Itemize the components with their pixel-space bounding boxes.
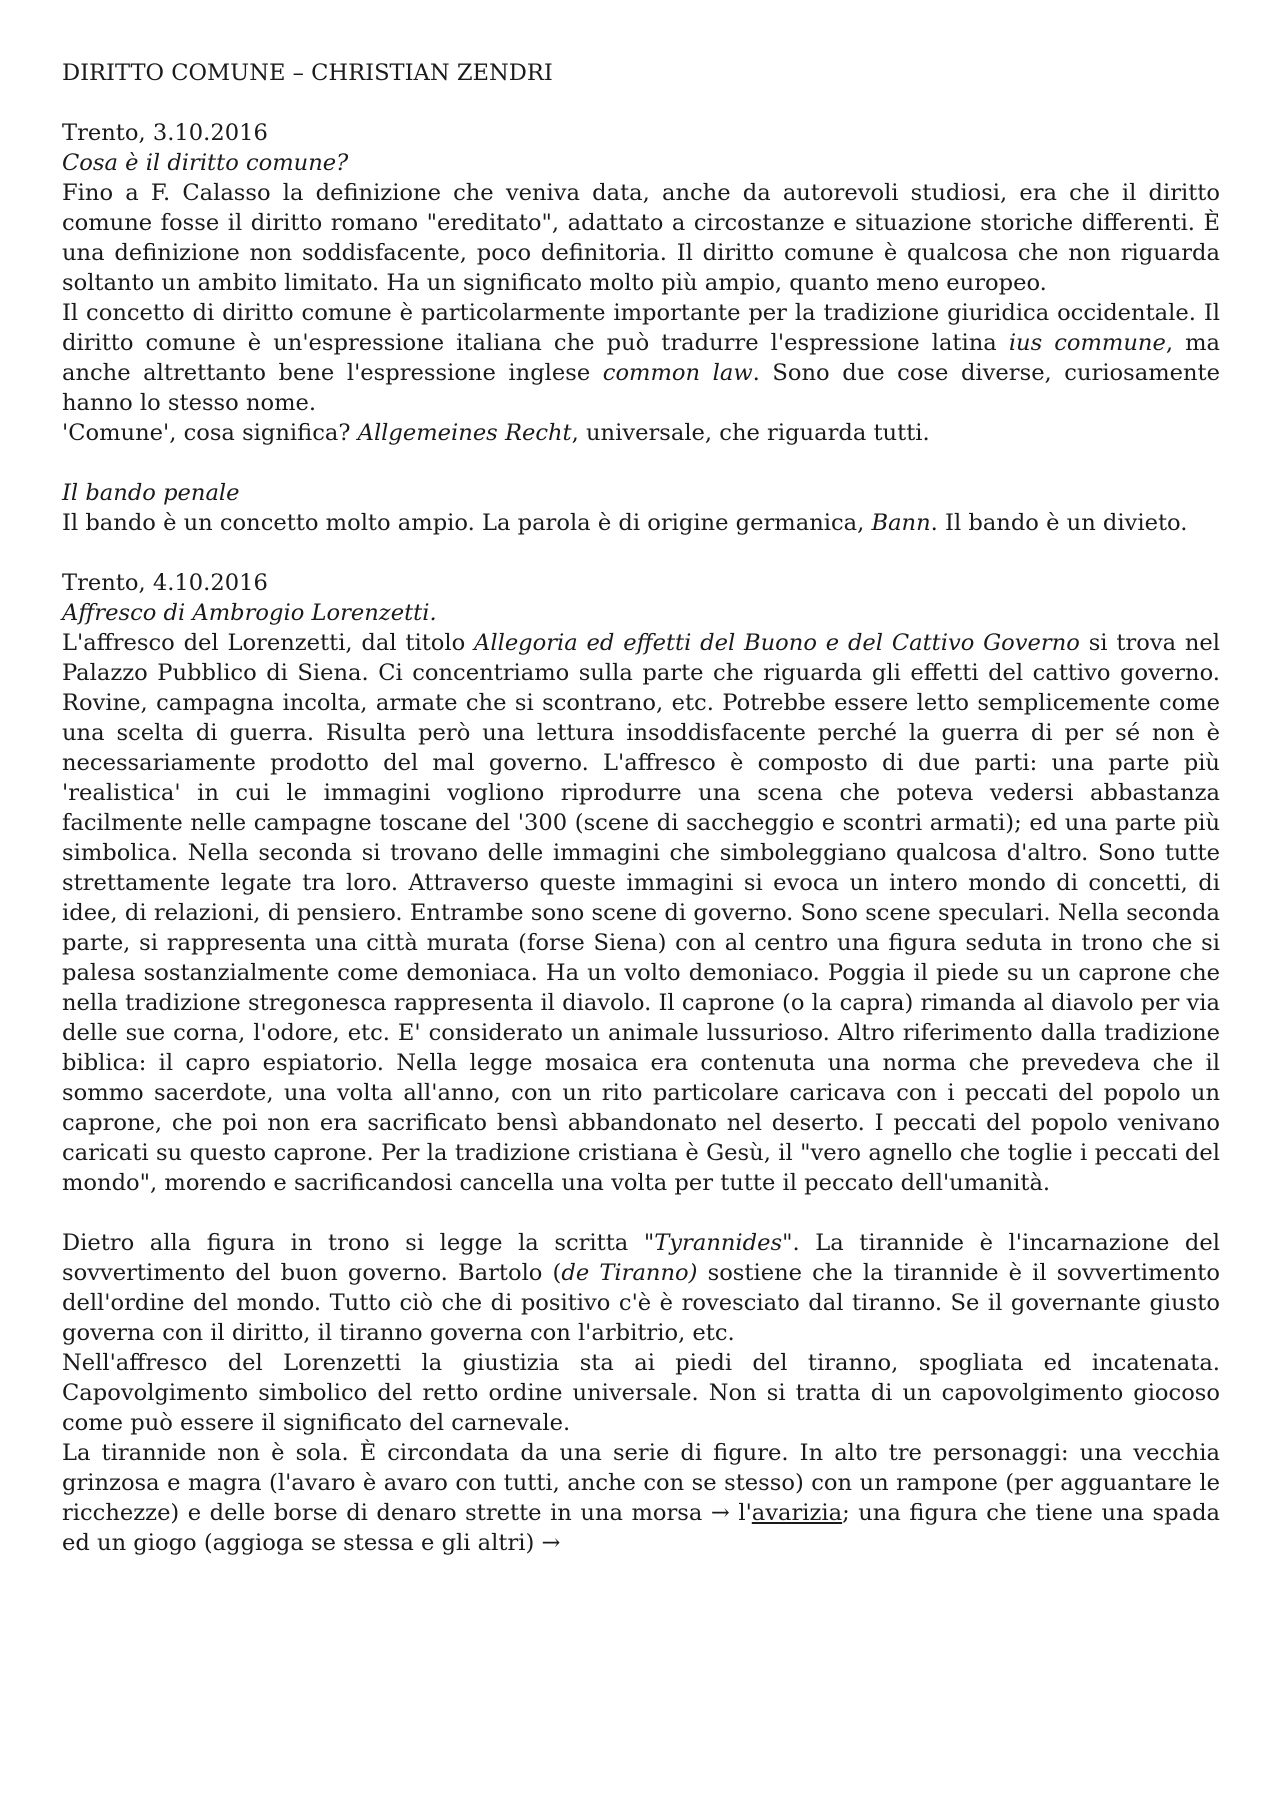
spacer [62, 1198, 1220, 1228]
text-run: , ma anche altrettanto bene l'espressione inglese [62, 330, 1220, 386]
paragraph [62, 418, 1220, 448]
document-header: DIRITTO COMUNE – CHRISTIAN ZENDRI [62, 60, 553, 86]
paragraph [62, 628, 1220, 1198]
paragraph [62, 1438, 1220, 1558]
text-run: L'affresco del Lorenzetti, dal titolo [62, 630, 475, 656]
paragraph: Nell'affresco del Lorenzetti la giustizia sta ai piedi del tiranno, spogliata ed incatenata. Capovolgimento simbolico del retto ordine universale. Non si tratta di un capovolgimento giocoso come può essere il significato del carnevale. [62, 1350, 1220, 1436]
paragraph [62, 1228, 1220, 1348]
spacer [62, 448, 1220, 478]
section-heading: Il bando penale [62, 480, 240, 506]
italic-term: ius commune [1008, 330, 1166, 356]
paragraph [62, 298, 1220, 418]
text-run: Il bando è un concetto molto ampio. La parola è di origine germanica, [62, 510, 872, 536]
italic-term: Allegoria ed effetti del Buono e del Cattivo Governo [474, 630, 1080, 656]
lecture-date: Trento, 4.10.2016 [62, 570, 268, 596]
text-run: Il concetto di diritto comune è particolarmente importante per la tradizione giuridica occidentale. Il diritto comune è un'espressione italiana che può tradurre l'espressione latina [62, 300, 1220, 356]
italic-term: Bann [871, 510, 931, 536]
underlined-term: avarizia [751, 1500, 843, 1526]
text-run: sostiene che la tirannide è il sovvertimento dell'ordine del mondo. Tutto ciò che di positivo c'è è rovesciato dal tiranno. Se il governante giusto governa con il diritto, il tiranno governa con l'arbitrio, etc. [62, 1260, 1220, 1346]
text-run: , universale, che riguarda tutti. [571, 420, 930, 446]
document-page [62, 58, 1220, 1558]
text-run: Dietro alla figura in trono si legge la scritta " [62, 1230, 655, 1256]
spacer [62, 538, 1220, 568]
text-run: . Sono due cose diverse, curiosamente hanno lo stesso nome. [62, 360, 1221, 416]
section-heading: Cosa è il diritto comune? [62, 150, 349, 176]
italic-term: Allgemeines Recht [357, 420, 572, 446]
italic-term: Tyrannides [654, 1230, 783, 1256]
text-run: 'Comune', cosa significa? [62, 420, 358, 446]
paragraph: Fino a F. Calasso la definizione che veniva data, anche da autorevoli studiosi, era che il diritto comune fosse il diritto romano "ereditato", adattato a circostanze e situazione storiche differenti. È una definizione non soddisfacente, poco definitoria. Il diritto comune è qualcosa che non riguarda soltanto un ambito limitato. Ha un significato molto più ampio, quanto meno europeo. [62, 180, 1220, 296]
text-run: La tirannide non è sola. È circondata da una serie di figure. In alto tre personaggi: una vecchia grinzosa e magra (l'avaro è avaro con tutti, anche con se stesso) con un rampone (per agguantare le ricchezze) e delle borse di denaro strette in una morsa → l' [62, 1440, 1220, 1526]
section-heading: Affresco di Ambrogio Lorenzetti. [62, 600, 437, 626]
text-run: ". La tirannide è l'incarnazione del sovvertimento del buon governo. Bartolo ( [62, 1230, 1220, 1286]
italic-term: common law [602, 360, 753, 386]
lecture-date: Trento, 3.10.2016 [62, 120, 268, 146]
text-run: si trova nel Palazzo Pubblico di Siena. Ci concentriamo sulla parte che riguarda gli effetti del cattivo governo. Rovine, campagna incolta, armate che si scontrano, etc. Potrebbe essere letto semplicemente come una scelta di guerra. Risulta però una lettura insoddisfacente perché la guerra di per sé non è necessariamente prodotto del mal governo. L'affresco è composto di due parti: una parte più 'realistica' in cui le immagini vogliono riprodurre una scena che poteva vedersi abbastanza facilmente nelle campagne toscane del '300 (scene di saccheggio e scontri armati); ed una parte più simbolica. Nella seconda si trovano delle immagini che simboleggiano qualcosa d'altro. Sono tutte strettamente legate tra loro. Attraverso queste immagini si evoca un intero mondo di concetti, di idee, di relazioni, di pensiero. Entrambe sono scene di governo. Sono scene speculari. Nella seconda parte, si rappresenta una città murata (forse Siena) con al centro una figura seduta in trono che si palesa sostanzialmente come demoniaca. Ha un volto demoniaco. Poggia il piede su un caprone che nella tradizione stregonesca rappresenta il diavolo. Il caprone (o la capra) rimanda al diavolo per via delle sue corna, l'odore, etc. E' considerato un animale lussurioso. Altro riferimento dalla tradizione biblica: il capro espiatorio. Nella legge mosaica era contenuta una norma che prevedeva che il sommo sacerdote, una volta all'anno, con un rito particolare caricava con i peccati del popolo un caprone, che poi non era sacrificato bensì abbandonato nel deserto. I peccati del popolo venivano caricati su questo caprone. Per la tradizione cristiana è Gesù, il "vero agnello che toglie i peccati del mondo", morendo e sacrificandosi cancella una volta per tutte il peccato dell'umanità. [62, 630, 1221, 1196]
text-run: ; una figura che tiene una spada ed un giogo (aggioga se stessa e gli altri) → [62, 1500, 1221, 1556]
italic-term: de Tiranno) [561, 1260, 698, 1286]
paragraph [62, 508, 1220, 538]
text-run: . Il bando è un divieto. [930, 510, 1188, 536]
